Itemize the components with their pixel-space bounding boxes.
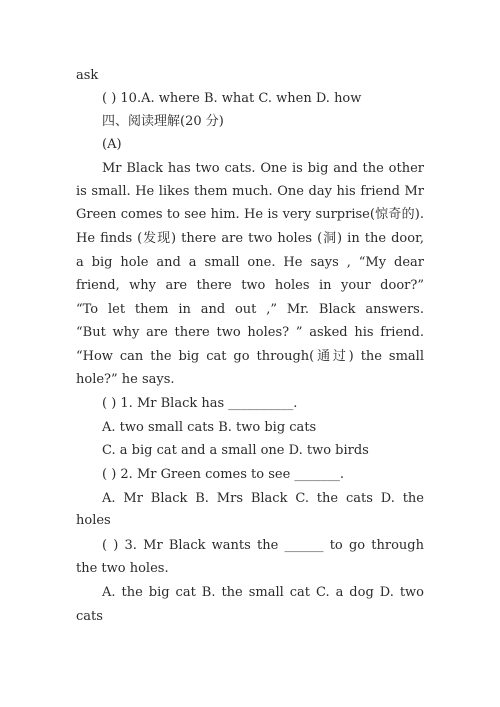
question-2-options: A. Mr Black B. Mrs Black C. the cats D. the [102,491,424,506]
question-2: ( ) 2. Mr Green comes to see _______. [102,467,345,482]
passage-line: “To let them in and out ,” Mr. Black answers. [76,302,424,317]
question-3-options: A. the big cat B. the small cat C. a dog D. two [102,585,424,600]
question-10: ( ) 10.A. where B. what C. when D. how [102,91,362,106]
passage-line: a big hole and a small one. He says , “My dear [76,255,424,270]
question-1: ( ) 1. Mr Black has __________. [102,396,298,411]
question-3: ( ) 3. Mr Black wants the ______ to go through [102,538,424,553]
passage-label: (A) [102,137,122,152]
question-1-options: A. two small cats B. two big cats [102,420,317,435]
question-2-options: holes [76,513,111,528]
text-line: ask [76,68,99,83]
question-3: the two holes. [76,561,169,576]
passage-line: Mr Black has two cats. One is big and the other [102,161,424,176]
question-3-options: cats [76,609,103,624]
passage-line: hole?” he says. [76,372,175,387]
passage-line: “But why are there two holes? ” asked his friend. [76,325,424,340]
passage-line: He finds (发现) there are two holes (洞) in the door, [76,231,424,246]
question-1-options: C. a big cat and a small one D. two birds [102,443,369,458]
section-heading: 四、阅读理解(20 分) [102,114,224,129]
passage-line: is small. He likes them much. One day his friend Mr [76,184,424,199]
passage-line: “How can the big cat go through(通过) the small [76,349,424,364]
passage-line: Green comes to see him. He is very surprise(惊奇的). [76,207,424,222]
passage-line: friend, why are there two holes in your door?” [76,278,424,293]
